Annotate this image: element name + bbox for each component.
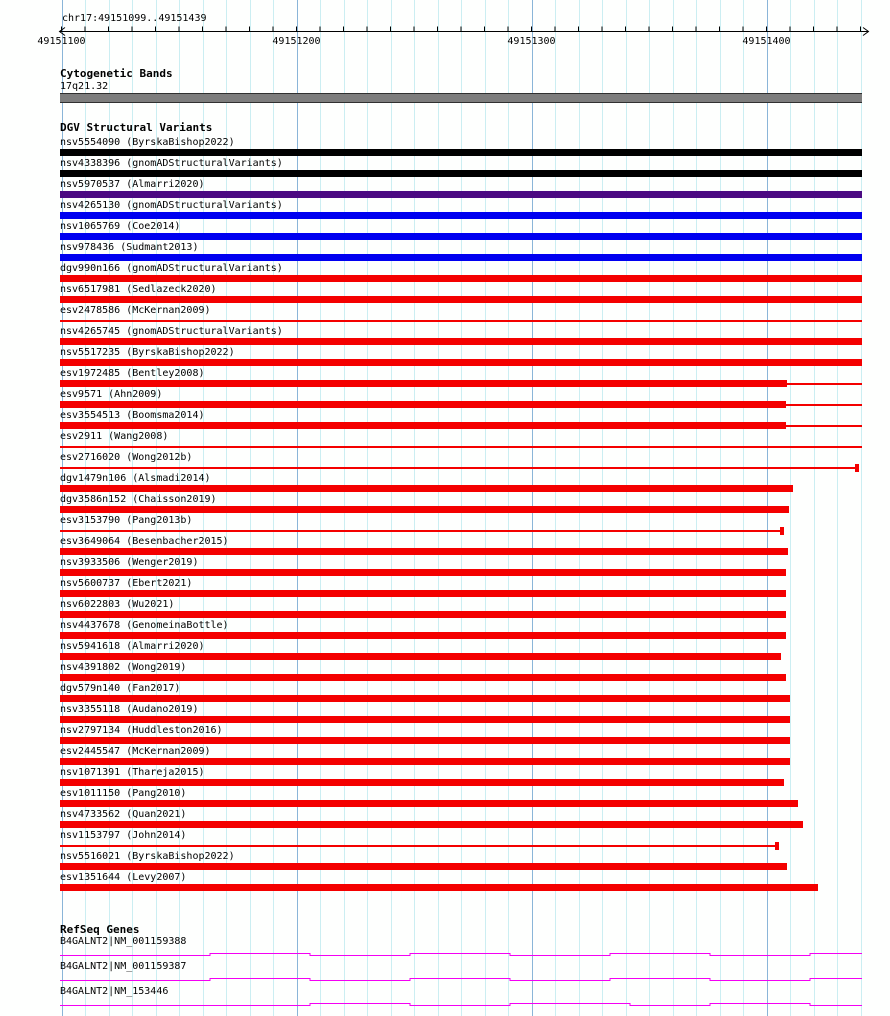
variant-label[interactable]: esv2478586 (McKernan2009) bbox=[60, 305, 211, 316]
variant-bar[interactable] bbox=[60, 233, 862, 240]
variant-label[interactable]: esv2911 (Wang2008) bbox=[60, 431, 169, 442]
variant-track-row bbox=[0, 746, 890, 767]
variant-bar[interactable] bbox=[60, 884, 818, 891]
variant-label[interactable]: esv2716020 (Wong2012b) bbox=[60, 452, 193, 463]
variant-bar[interactable] bbox=[60, 212, 862, 219]
refseq-header: RefSeq Genes bbox=[60, 923, 140, 936]
variant-bar[interactable] bbox=[60, 275, 862, 282]
variant-track-row bbox=[0, 683, 890, 704]
variant-label[interactable]: nsv4265745 (gnomADStructuralVariants) bbox=[60, 326, 283, 337]
variant-line[interactable] bbox=[60, 530, 782, 532]
variant-bar[interactable] bbox=[60, 191, 862, 198]
variant-bar[interactable] bbox=[60, 716, 790, 723]
gene-label[interactable]: B4GALNT2|NM_001159388 bbox=[60, 936, 187, 947]
variant-label[interactable]: nsv3933506 (Wenger2019) bbox=[60, 557, 199, 568]
variant-bar[interactable] bbox=[60, 338, 862, 345]
variant-bar[interactable] bbox=[60, 359, 862, 366]
variant-bar[interactable] bbox=[60, 800, 798, 807]
variant-bar[interactable] bbox=[60, 758, 790, 765]
variant-label[interactable]: nsv4733562 (Quan2021) bbox=[60, 809, 187, 820]
variant-track-row bbox=[0, 851, 890, 872]
variant-track-row bbox=[0, 641, 890, 662]
variant-label[interactable]: nsv2797134 (Huddleston2016) bbox=[60, 725, 223, 736]
variant-track-row bbox=[0, 557, 890, 578]
variant-bar[interactable] bbox=[60, 548, 788, 555]
ruler-line bbox=[60, 27, 869, 36]
variant-label[interactable]: nsv5941618 (Almarri2020) bbox=[60, 641, 205, 652]
cytoband-bar[interactable] bbox=[60, 93, 862, 103]
ruler-tick-label: 49151400 bbox=[742, 36, 791, 47]
variant-track-row bbox=[0, 872, 890, 893]
variant-bar[interactable] bbox=[60, 611, 786, 618]
variant-label[interactable]: nsv1153797 (John2014) bbox=[60, 830, 187, 841]
variant-track-row bbox=[0, 389, 890, 410]
variant-track-row bbox=[0, 662, 890, 683]
variant-bar[interactable] bbox=[60, 674, 786, 681]
variant-label[interactable]: nsv5516021 (ByrskaBishop2022) bbox=[60, 851, 235, 862]
variant-label[interactable]: nsv978436 (Sudmant2013) bbox=[60, 242, 199, 253]
variant-label[interactable]: dgv990n166 (gnomADStructuralVariants) bbox=[60, 263, 283, 274]
variant-track-row bbox=[0, 494, 890, 515]
variant-label[interactable]: dgv579n140 (Fan2017) bbox=[60, 683, 181, 694]
variant-bar[interactable] bbox=[60, 695, 790, 702]
variant-label[interactable]: esv9571 (Ahn2009) bbox=[60, 389, 163, 400]
variant-line[interactable] bbox=[60, 320, 862, 322]
variant-track-row bbox=[0, 599, 890, 620]
variant-label[interactable]: nsv4391802 (Wong2019) bbox=[60, 662, 187, 673]
variant-bar[interactable] bbox=[60, 170, 862, 177]
variant-label[interactable]: esv1972485 (Bentley2008) bbox=[60, 368, 205, 379]
variant-track-row bbox=[0, 809, 890, 830]
variant-end-marker[interactable] bbox=[775, 842, 779, 850]
variant-track-row bbox=[0, 767, 890, 788]
variant-label[interactable]: nsv5554090 (ByrskaBishop2022) bbox=[60, 137, 235, 148]
gene-line[interactable] bbox=[0, 950, 890, 958]
variant-track-row bbox=[0, 515, 890, 536]
variant-label[interactable]: esv3554513 (Boomsma2014) bbox=[60, 410, 205, 421]
cytobands-header: Cytogenetic Bands bbox=[60, 67, 173, 80]
variant-track-row bbox=[0, 284, 890, 305]
variant-label[interactable]: nsv6517981 (Sedlazeck2020) bbox=[60, 284, 217, 295]
variant-track-row bbox=[0, 704, 890, 725]
variant-bar[interactable] bbox=[60, 380, 787, 387]
variant-end-marker[interactable] bbox=[780, 527, 784, 535]
variant-track-row bbox=[0, 158, 890, 179]
variant-bar[interactable] bbox=[60, 422, 786, 429]
gene-track-row bbox=[0, 936, 890, 961]
variant-track-row bbox=[0, 452, 890, 473]
variant-label[interactable]: esv1351644 (Levy2007) bbox=[60, 872, 187, 883]
gene-label[interactable]: B4GALNT2|NM_001159387 bbox=[60, 961, 187, 972]
variant-label[interactable]: nsv4437678 (GenomeinaBottle) bbox=[60, 620, 229, 631]
variant-label[interactable]: nsv6022803 (Wu2021) bbox=[60, 599, 175, 610]
variant-bar[interactable] bbox=[60, 506, 789, 513]
variant-bar[interactable] bbox=[60, 296, 862, 303]
variant-line-tail[interactable] bbox=[786, 425, 862, 427]
gene-label[interactable]: B4GALNT2|NM_153446 bbox=[60, 986, 169, 997]
variant-bar[interactable] bbox=[60, 149, 862, 156]
variant-track-row bbox=[0, 200, 890, 221]
variant-label[interactable]: esv3649064 (Besenbacher2015) bbox=[60, 536, 229, 547]
variant-bar[interactable] bbox=[60, 569, 786, 576]
cytoband-name: 17q21.32 bbox=[60, 81, 109, 92]
variant-track-row bbox=[0, 137, 890, 158]
variant-end-marker[interactable] bbox=[855, 464, 859, 472]
variant-label[interactable]: esv3153790 (Pang2013b) bbox=[60, 515, 193, 526]
variant-bar[interactable] bbox=[60, 863, 787, 870]
variant-track-row bbox=[0, 326, 890, 347]
variant-label[interactable]: nsv4265130 (gnomADStructuralVariants) bbox=[60, 200, 283, 211]
gene-line[interactable] bbox=[0, 1000, 890, 1008]
ruler-tick-label: 49151100 bbox=[37, 36, 86, 47]
variant-track-row bbox=[0, 725, 890, 746]
variant-track-row bbox=[0, 221, 890, 242]
variant-label[interactable]: dgv3586n152 (Chaisson2019) bbox=[60, 494, 217, 505]
variant-track-row bbox=[0, 347, 890, 368]
variant-label[interactable]: nsv5970537 (Almarri2020) bbox=[60, 179, 205, 190]
variant-track-row bbox=[0, 788, 890, 809]
variant-line[interactable] bbox=[60, 845, 777, 847]
variant-bar[interactable] bbox=[60, 821, 803, 828]
variant-label[interactable]: nsv4338396 (gnomADStructuralVariants) bbox=[60, 158, 283, 169]
variant-track-row bbox=[0, 410, 890, 431]
variant-line-tail[interactable] bbox=[786, 404, 862, 406]
variant-label[interactable]: dgv1479n106 (Alsmadi2014) bbox=[60, 473, 211, 484]
variant-track-row bbox=[0, 305, 890, 326]
variant-line[interactable] bbox=[60, 467, 857, 469]
variant-track-row bbox=[0, 368, 890, 389]
variant-track-row bbox=[0, 473, 890, 494]
dgv-header: DGV Structural Variants bbox=[60, 121, 213, 134]
gene-track-row bbox=[0, 986, 890, 1011]
ruler-tick-label: 49151300 bbox=[507, 36, 556, 47]
variant-track-row bbox=[0, 830, 890, 851]
variant-label[interactable]: nsv1065769 (Coe2014) bbox=[60, 221, 181, 232]
variant-bar[interactable] bbox=[60, 737, 790, 744]
variant-label[interactable]: nsv1071391 (Thareja2015) bbox=[60, 767, 205, 778]
variant-label[interactable]: nsv5600737 (Ebert2021) bbox=[60, 578, 193, 589]
variant-line-tail[interactable] bbox=[787, 383, 862, 385]
variant-label[interactable]: nsv3355118 (Audano2019) bbox=[60, 704, 199, 715]
variant-bar[interactable] bbox=[60, 401, 786, 408]
variant-label[interactable]: esv2445547 (McKernan2009) bbox=[60, 746, 211, 757]
variant-bar[interactable] bbox=[60, 653, 781, 660]
variant-bar[interactable] bbox=[60, 779, 784, 786]
variant-track-row bbox=[0, 179, 890, 200]
variant-track-row bbox=[0, 578, 890, 599]
gene-track-row bbox=[0, 961, 890, 986]
variant-track-row bbox=[0, 263, 890, 284]
variant-label[interactable]: esv1011150 (Pang2010) bbox=[60, 788, 187, 799]
variant-line[interactable] bbox=[60, 446, 862, 448]
variant-label[interactable]: nsv5517235 (ByrskaBishop2022) bbox=[60, 347, 235, 358]
region-title: chr17:49151099..49151439 bbox=[62, 13, 207, 24]
variant-bar[interactable] bbox=[60, 632, 786, 639]
variant-track-row bbox=[0, 431, 890, 452]
variant-bar[interactable] bbox=[60, 254, 862, 261]
variant-track-row bbox=[0, 620, 890, 641]
variant-bar[interactable] bbox=[60, 590, 786, 597]
variant-track-row bbox=[0, 242, 890, 263]
gene-line[interactable] bbox=[0, 975, 890, 983]
ruler-tick-label: 49151200 bbox=[272, 36, 321, 47]
variant-track-row bbox=[0, 536, 890, 557]
variant-bar[interactable] bbox=[60, 485, 793, 492]
